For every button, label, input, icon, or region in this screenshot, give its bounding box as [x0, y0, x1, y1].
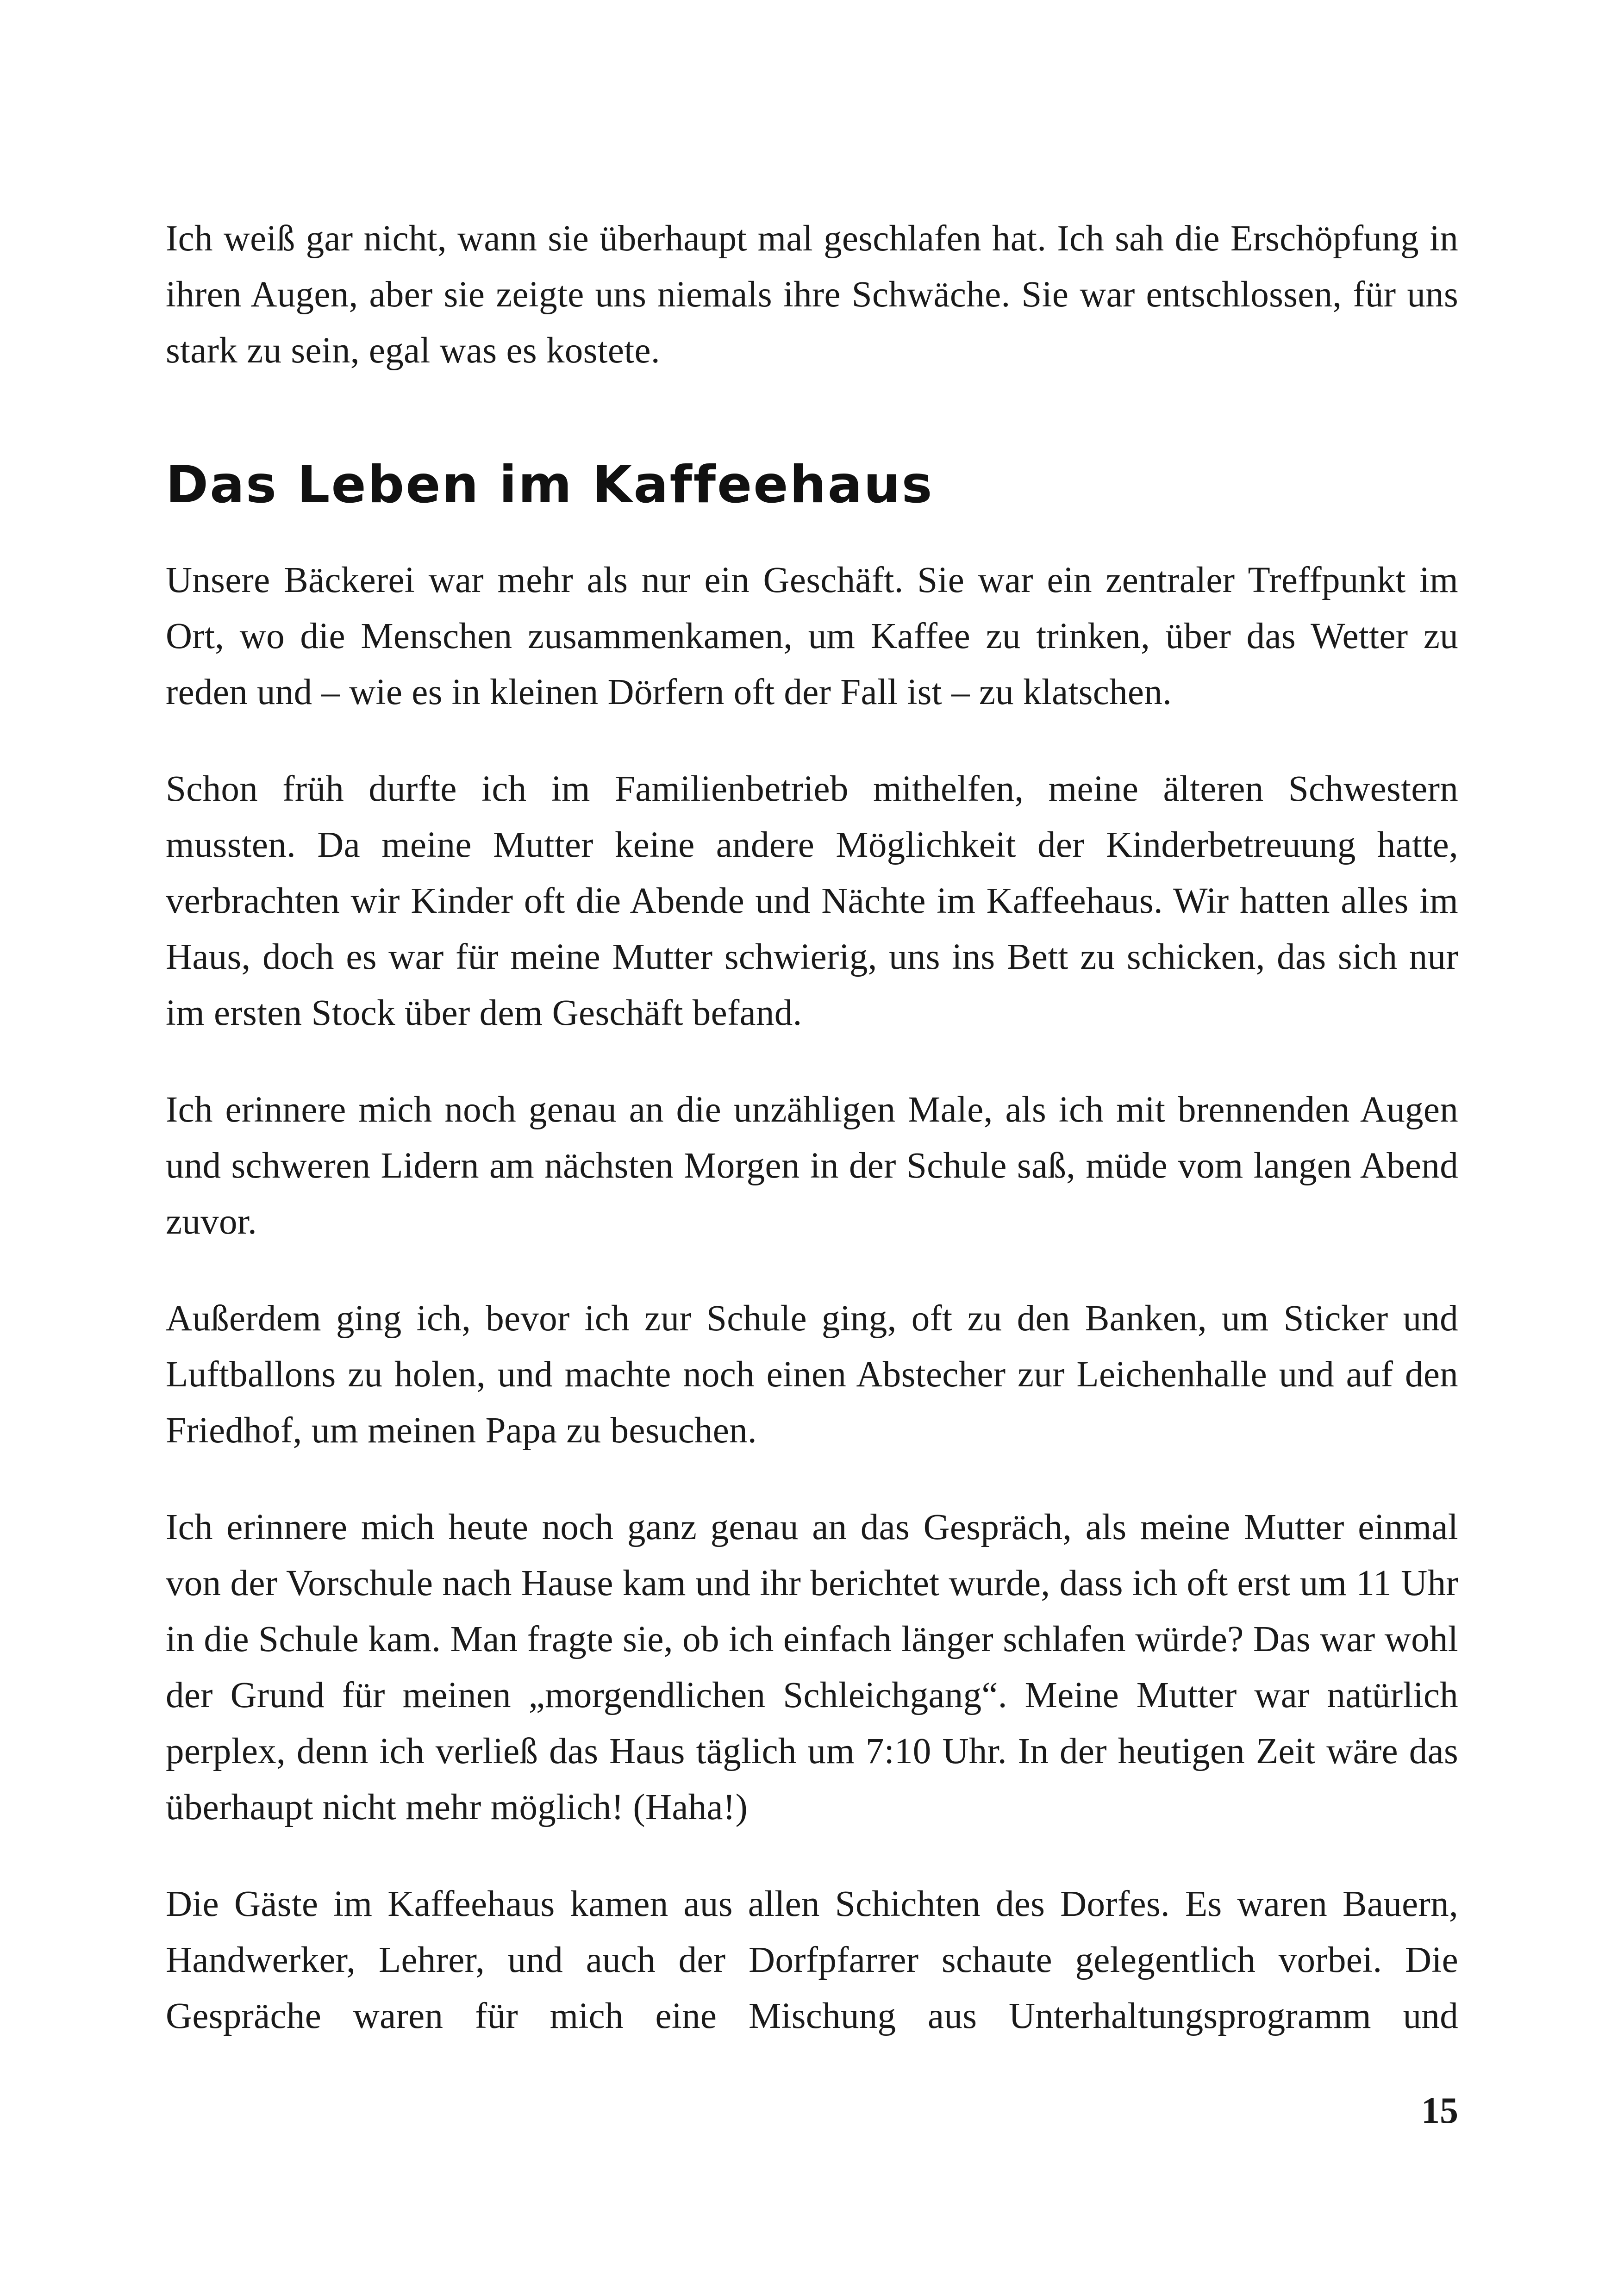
paragraph-bakery: Unsere Bäckerei war mehr als nur ein Geschäft. Sie war ein zentraler Treffpunkt im Ort, wo die Menschen zusammenkamen, um Kaffee zu trinken, über das Wetter zu reden und – wie es in kleinen Dörfern oft der Fall ist – zu klatschen. — [166, 560, 1458, 712]
section-heading: Das Leben im Kaffeehaus — [166, 455, 934, 515]
paragraph-guests: Die Gäste im Kaffeehaus kamen aus allen Schichten des Dorfes. Es waren Bauern, Handwerker, Lehrer, und auch der Dorfpfarrer schaute gelegentlich vorbei. Die Gespräche waren für mich eine Mischung aus Unterhaltungsprogramm und — [166, 1884, 1458, 2036]
page-number: 15 — [1421, 2090, 1458, 2131]
paragraph-family-business: Schon früh durfte ich im Familienbetrieb mithelfen, meine älteren Schwestern mussten. Da meine Mutter keine andere Möglichkeit der Kinderbetreuung hatte, verbrachten wir Kinder oft die Abende und Nächte im Kaffeehaus. Wir hatten alles im Haus, doch es war für meine Mutter schwierig, uns ins Bett zu schicken, das sich nur im ersten Stock über dem Geschäft befand. — [166, 769, 1458, 1033]
paragraph-preschool-conversation: Ich erinnere mich heute noch ganz genau an das Gespräch, als meine Mutter einmal von der Vorschule nach Hause kam und ihr berichtet wurde, dass ich oft erst um 11 Uhr in die Schule kam. Man fragte sie, ob ich einfach länger schlafen würde? Das war wohl der Grund für meinen „morgendlichen Schleichgang“. Meine Mutter war natürlich perplex, denn ich verließ das Haus täglich um 7:10 Uhr. In der heutigen Zeit wäre das überhaupt nicht mehr möglich! (Haha!) — [166, 1507, 1458, 1827]
paragraph-tired-school: Ich erinnere mich noch genau an die unzähligen Male, als ich mit brennenden Augen und schweren Lidern am nächsten Morgen in der Schule saß, müde vom langen Abend zuvor. — [166, 1090, 1458, 1242]
page-body — [166, 211, 1458, 2044]
paragraph-morning-errands: Außerdem ging ich, bevor ich zur Schule ging, oft zu den Banken, um Sticker und Luftballons zu holen, und machte noch einen Abstecher zur Leichenhalle und auf den Friedhof, um meinen Papa zu besuchen. — [166, 1298, 1458, 1451]
intro-paragraph: Ich weiß gar nicht, wann sie überhaupt mal geschlafen hat. Ich sah die Erschöpfung in ihren Augen, aber sie zeigte uns niemals ihre Schwäche. Sie war entschlossen, für uns stark zu sein, egal was es kostete. — [166, 218, 1458, 371]
